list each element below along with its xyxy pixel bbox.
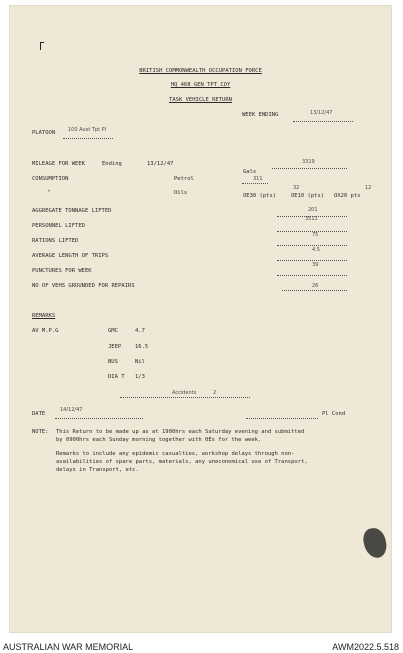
- dotted-line: [272, 168, 347, 169]
- date-label: DATE: [32, 411, 46, 417]
- oil-col-1-value: 32: [293, 185, 300, 191]
- note-label: NOTE:: [32, 429, 49, 435]
- mpg-value: 16.5: [135, 344, 149, 350]
- dotted-line: [277, 260, 347, 261]
- note-line: by 0900hrs each Sunday morning together with 0Es for the week.: [56, 437, 262, 443]
- oil-col-2-label: OE10 (pts): [291, 193, 325, 199]
- row-value: 39: [312, 262, 319, 268]
- mpg-vehicle: BUS: [108, 359, 118, 365]
- doc-org: BRITISH COMMONWEALTH OCCUPATION FORCE: [139, 68, 262, 74]
- ending-label: Ending: [102, 161, 122, 167]
- row-label: PUNCTURES FOR WEEK: [32, 268, 92, 274]
- remarks-note-line: Remarks to include any epidemic casualties, workshop delays through non-: [56, 451, 295, 457]
- dotted-line: [277, 245, 347, 246]
- oil-col-3-label: OX20 pts: [334, 193, 361, 199]
- oil-col-3-value: 12: [365, 185, 372, 191]
- petrol-label: Petrol: [174, 176, 194, 182]
- row-value: 4.5: [312, 247, 320, 253]
- row-label: AGGREGATE TONNAGE LIFTED: [32, 208, 112, 214]
- mileage-value: 3319: [302, 159, 315, 165]
- mpg-vehicle: JEEP: [108, 344, 122, 350]
- dotted-line: [120, 397, 250, 398]
- remarks-note-line: delays in Transport, etc.: [56, 467, 139, 473]
- ditto-mark: ": [47, 190, 51, 196]
- platoon-label: PLATOON: [32, 130, 56, 136]
- signatory-label: Pl Cond: [322, 411, 346, 417]
- mpg-vehicle: DIA T: [108, 374, 125, 380]
- mpg-value: Nil: [135, 359, 145, 365]
- week-ending-label: WEEK ENDING: [242, 112, 279, 118]
- mileage-label: MILEAGE FOR WEEK: [32, 161, 85, 167]
- remarks-label: REMARKS: [32, 313, 56, 319]
- row-label: AVERAGE LENGTH OF TRIPS: [32, 253, 109, 259]
- mpg-vehicle: GMC: [108, 328, 118, 334]
- dotted-line: [246, 418, 318, 419]
- dotted-line: [55, 418, 143, 419]
- corner-mark: [40, 42, 44, 50]
- doc-title: TASK VEHICLE RETURN: [169, 97, 232, 103]
- dotted-line: [242, 183, 268, 184]
- row-value: 3511: [305, 216, 318, 222]
- remarks-note-line: availabilities of spare parts, materials, any uneconomical use of Transport,: [56, 459, 308, 465]
- oil-col-1-label: OE30 (pts): [243, 193, 277, 199]
- dotted-line: [63, 138, 113, 139]
- row-label: PERSONNEL LIFTED: [32, 223, 85, 229]
- footer-left: AUSTRALIAN WAR MEMORIAL: [3, 642, 134, 652]
- row-value: 26: [312, 283, 319, 289]
- petrol-value: 311: [253, 176, 263, 182]
- date-value: 14/12/47: [60, 407, 83, 413]
- doc-unit: HQ 468 GEN TPT COY: [170, 82, 231, 88]
- ending-value: 13/12/47: [147, 161, 174, 167]
- consumption-label: CONSUMPTION: [32, 176, 69, 182]
- document-page: [10, 6, 391, 632]
- dotted-line: [293, 121, 353, 122]
- row-value: 201: [308, 207, 318, 213]
- dotted-line: [282, 290, 347, 291]
- note-line: This Return to be made up as at 1900hrs each Saturday evening and submitted: [56, 429, 305, 435]
- mpg-value: 1/3: [135, 374, 145, 380]
- platoon-value: 100 Aust Tpt Pl: [68, 127, 107, 133]
- week-ending-value: 13/12/47: [310, 110, 333, 116]
- footer-bar: [0, 638, 403, 653]
- dotted-line: [277, 275, 347, 276]
- accidents-label: Accidents: [172, 390, 197, 396]
- mpg-value: 4.7: [135, 328, 145, 334]
- punch-hole: [362, 526, 389, 559]
- gals-label: Gals: [243, 169, 257, 175]
- accidents-value: 2: [213, 390, 217, 396]
- row-label: RATIONS LIFTED: [32, 238, 79, 244]
- footer-right: AWM2022.5.518: [332, 642, 399, 652]
- row-label: NO OF VEHS GROUNDED FOR REPAIRS: [32, 283, 135, 289]
- mpg-label: AV M.P.G: [32, 328, 59, 334]
- row-value: 75: [312, 232, 319, 238]
- oils-label: Oils: [174, 190, 188, 196]
